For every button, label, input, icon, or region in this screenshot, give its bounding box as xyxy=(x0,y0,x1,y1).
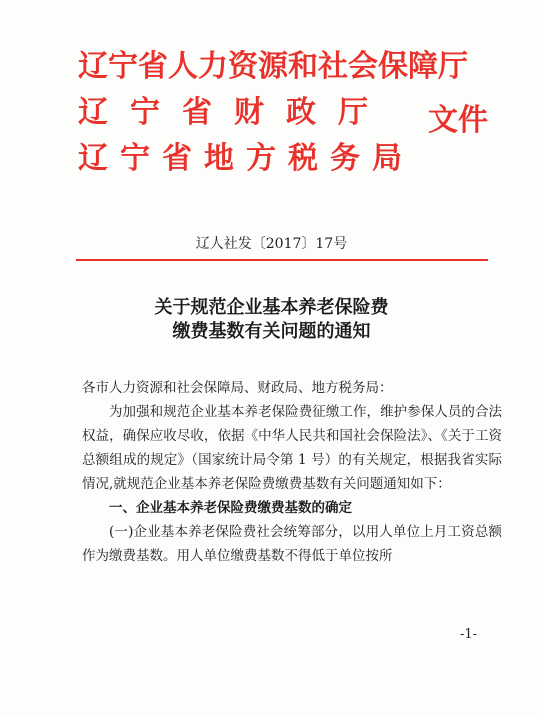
salutation: 各市人力资源和社会保障局、财政局、地方税务局： xyxy=(82,380,393,396)
issuer-line-hrss: 辽宁省人力资源和社会保障厅 xyxy=(78,49,468,84)
page-number: -1- xyxy=(460,627,478,642)
issuer-line-finance: 辽宁省财政厅 xyxy=(78,95,390,130)
document-number: 辽人社发〔2017〕17号 xyxy=(195,236,348,252)
document-body xyxy=(82,376,502,568)
notice-title-line1: 关于规范企业基本养老保险费 xyxy=(154,297,389,318)
section-heading: 一、企业基本养老保险费缴费基数的确定 xyxy=(109,500,352,516)
red-divider xyxy=(76,259,488,261)
notice-title-line2: 缴费基数有关问题的通知 xyxy=(172,321,371,342)
issuer-header xyxy=(78,50,508,190)
document-label: 文件 xyxy=(428,103,488,138)
paragraph: 为加强和规范企业基本养老保险费征缴工作，维护参保人员的合法权益，确保应收尽收，依据《中华人民共和国社会保险法》、《关于工资总额组成的规定》（国家统计局令第 1 号）的有关规定，根据我省实际情况,就规范企业基本养老保险费缴费基数有关问题通知如下： xyxy=(82,404,502,492)
issuer-line-tax: 辽宁省地方税务局 xyxy=(78,141,414,176)
paragraph: (一)企业基本养老保险费社会统筹部分，以用人单位上月工资总额作为缴费基数。用人单位缴费基数不得低于单位按所 xyxy=(82,524,502,564)
